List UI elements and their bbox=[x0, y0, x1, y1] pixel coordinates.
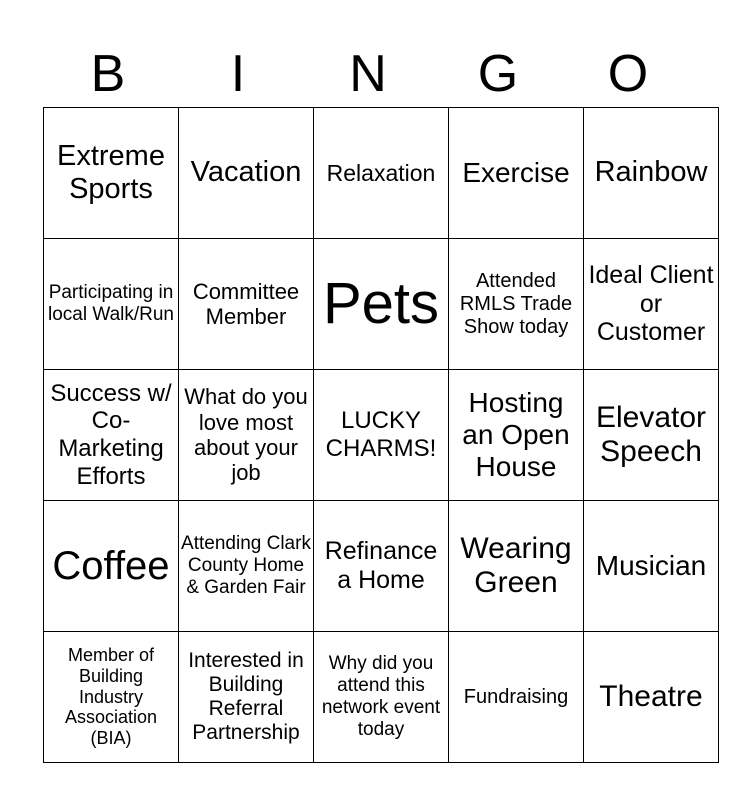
bingo-cell[interactable]: Attended RMLS Trade Show today bbox=[449, 239, 584, 370]
bingo-cell[interactable]: Rainbow bbox=[584, 108, 719, 239]
bingo-header bbox=[43, 40, 693, 108]
bingo-cell[interactable]: Theatre bbox=[584, 632, 719, 763]
board-row-5 bbox=[44, 632, 719, 763]
bingo-cell[interactable]: Why did you attend this network event today bbox=[314, 632, 449, 763]
header-letter-o: O bbox=[607, 45, 649, 103]
bingo-cell[interactable]: Musician bbox=[584, 501, 719, 632]
bingo-cell[interactable]: Success w/ Co-Marketing Efforts bbox=[44, 370, 179, 501]
board-row-3 bbox=[44, 370, 719, 501]
header-letter-g: G bbox=[477, 45, 519, 103]
bingo-cell[interactable]: Extreme Sports bbox=[44, 108, 179, 239]
bingo-cell[interactable]: Coffee bbox=[44, 501, 179, 632]
bingo-cell[interactable]: Ideal Client or Customer bbox=[584, 239, 719, 370]
bingo-cell[interactable]: Fundraising bbox=[449, 632, 584, 763]
board-row-4 bbox=[44, 501, 719, 632]
board-row-2 bbox=[44, 239, 719, 370]
header-letter-n: N bbox=[349, 45, 387, 103]
bingo-cell[interactable]: Attending Clark County Home & Garden Fair bbox=[179, 501, 314, 632]
bingo-cell[interactable]: What do you love most about your job bbox=[179, 370, 314, 501]
board-row-1 bbox=[44, 108, 719, 239]
bingo-cell[interactable]: Member of Building Industry Association (BIA) bbox=[44, 632, 179, 763]
bingo-cell[interactable]: Relaxation bbox=[314, 108, 449, 239]
bingo-cell[interactable]: Participating in local Walk/Run bbox=[44, 239, 179, 370]
bingo-cell[interactable]: Pets bbox=[314, 239, 449, 370]
bingo-cell[interactable]: Exercise bbox=[449, 108, 584, 239]
bingo-cell[interactable]: Elevator Speech bbox=[584, 370, 719, 501]
bingo-board bbox=[43, 107, 719, 763]
bingo-cell[interactable]: Refinance a Home bbox=[314, 501, 449, 632]
header-letter-i: I bbox=[230, 45, 246, 103]
bingo-cell[interactable]: Wearing Green bbox=[449, 501, 584, 632]
bingo-cell[interactable]: Hosting an Open House bbox=[449, 370, 584, 501]
bingo-cell[interactable]: Interested in Building Referral Partnership bbox=[179, 632, 314, 763]
header-letter-b: B bbox=[90, 45, 126, 103]
bingo-cell[interactable]: Vacation bbox=[179, 108, 314, 239]
bingo-cell[interactable]: Committee Member bbox=[179, 239, 314, 370]
bingo-cell[interactable]: LUCKY CHARMS! bbox=[314, 370, 449, 501]
